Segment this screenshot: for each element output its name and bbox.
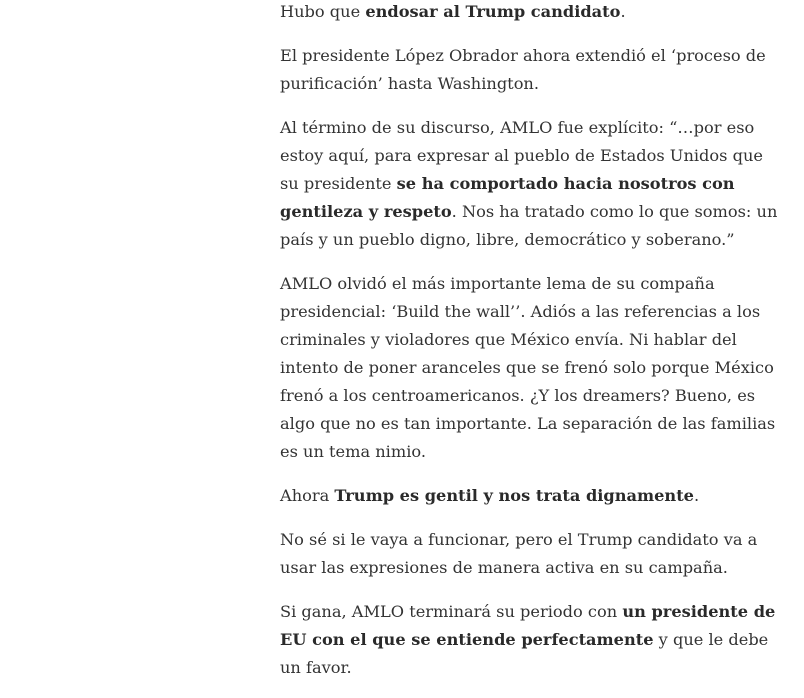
paragraph-text: Ahora [280,486,335,505]
article-paragraph [280,0,780,26]
paragraph-text: El presidente López Obrador ahora extendió el ‘proceso de purificación’ hasta Washington. [280,46,766,93]
article-paragraph [280,482,780,510]
paragraph-text: . [620,2,626,21]
article-paragraph [280,598,780,682]
bold-text: endosar al Trump candidato [365,2,621,21]
paragraph-text: Hubo que [280,2,366,21]
bold-text: Trump es gentil y nos trata dignamente [334,486,694,505]
paragraph-text: Si gana, AMLO terminará su periodo con [280,602,623,621]
article-paragraph [280,114,780,254]
article-paragraph [280,526,780,582]
paragraph-text: y que le debe un favor. [280,630,769,677]
bold-text: un presidente de EU con el que se entiende perfectamente [280,602,776,649]
paragraph-text: AMLO olvidó el más importante lema de su compaña presidencial: ‘Build the wall’’. Adiós a las referencias a los criminales y violadores que México envía. Ni hablar del intento de poner aranceles que se frenó solo porque México frenó a los centroamericanos. ¿Y los dreamers? Bueno, es algo que no es tan importante. La separación de las familias es un tema nimio. [280,274,776,461]
article-paragraph [280,270,780,466]
paragraph-text: . [693,486,700,505]
article-paragraph [280,42,780,98]
paragraph-text: Al término de su discurso, AMLO fue explícito: “…por eso estoy aquí, para expresar al pueblo de Estados Unidos que su presidente [280,118,763,193]
bold-text: se ha comportado hacia nosotros con gentileza y respeto [280,174,735,221]
article-body [280,0,780,698]
paragraph-text: No sé si le vaya a funcionar, pero el Trump candidato va a usar las expresiones de manera activa en su campaña. [280,530,758,577]
paragraph-text: . Nos ha tratado como lo que somos: un país y un pueblo digno, libre, democrático y soberano.” [280,202,778,249]
